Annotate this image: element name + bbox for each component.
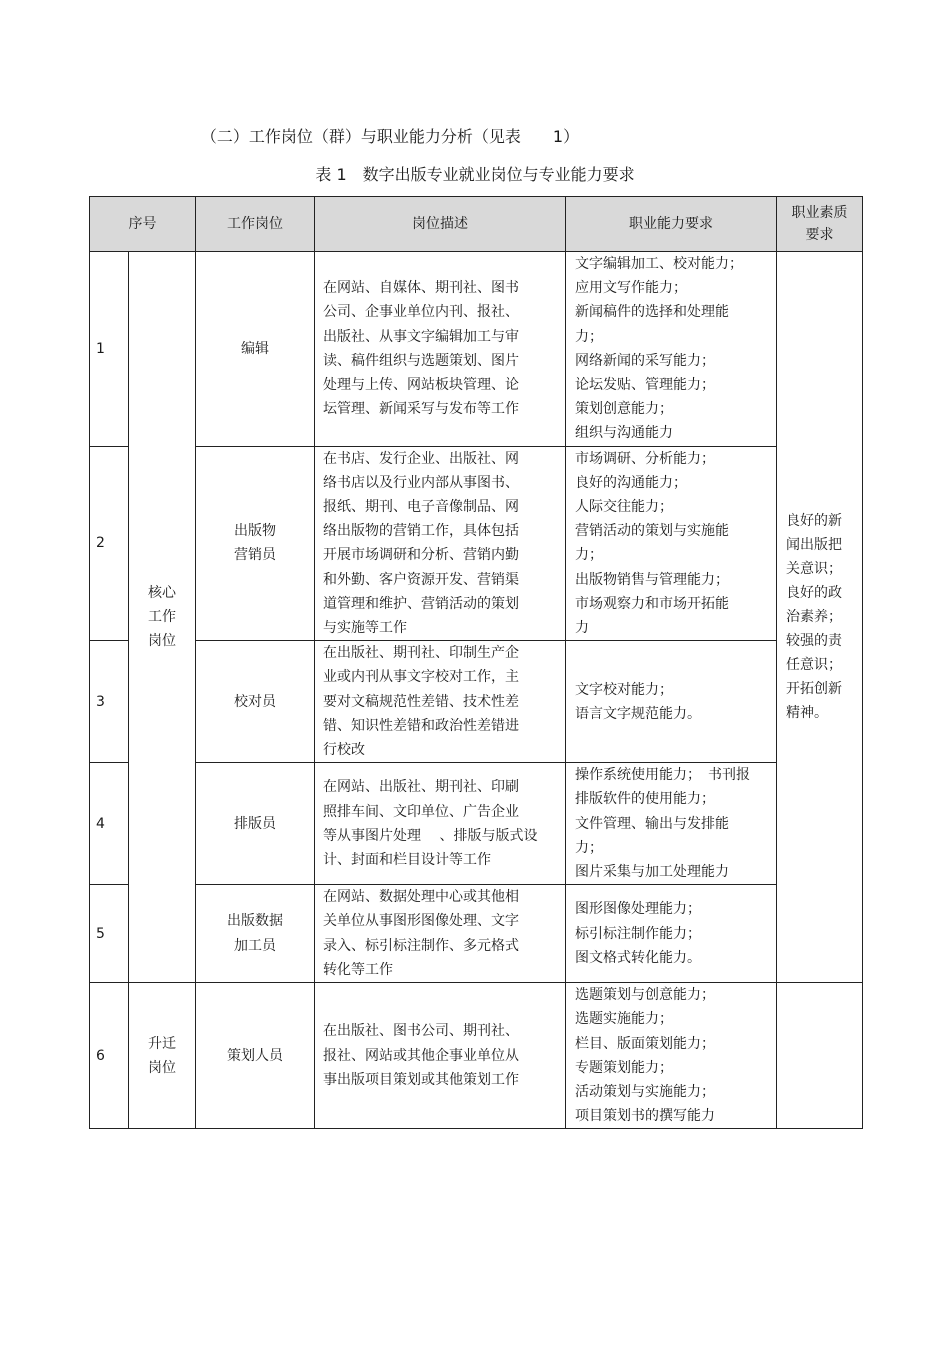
group-promo (129, 983, 196, 1129)
row-number: 6 (90, 983, 129, 1129)
table-row (90, 641, 863, 763)
table-row (90, 983, 863, 1129)
skill-requirements: 文字校对能力； 语言文字规范能力。 (575, 681, 701, 722)
group-core (129, 252, 196, 983)
post-name: 出版物 营销员 (234, 523, 276, 564)
post-name: 排版员 (234, 815, 276, 832)
table-row (90, 446, 863, 641)
group-core-label: 核心 工作 岗位 (148, 584, 176, 650)
skill-cell (566, 983, 777, 1129)
post-name: 策划人员 (227, 1047, 283, 1064)
desc-cell (315, 763, 566, 885)
row-number: 2 (90, 446, 129, 641)
header-quality-text: 职业素质 要求 (791, 205, 848, 243)
post-cell (196, 763, 315, 885)
table-row (90, 885, 863, 983)
skill-cell (566, 252, 777, 447)
post-description: 在书店、发行企业、出版社、网 络书店以及行业内部从事图书、 报纸、期刊、电子音像制品、网 络出版物的营销工作，具体包括 开展市场调研和分析、营销内勤 和外勤、客户资源开发、营销渠 道管理和维护、营销活动的策划 与实施等工作 (323, 450, 519, 637)
post-name: 编辑 (241, 340, 269, 357)
table-row (90, 252, 863, 447)
header-skill: 职业能力要求 (566, 197, 777, 252)
table-caption: 表 1 数字出版专业就业岗位与专业能力要求 (315, 165, 635, 184)
post-description: 在出版社、图书公司、期刊社、 报社、网站或其他企事业单位从 事出版项目策划或其他策划工作 (323, 1023, 519, 1088)
header-quality (777, 197, 863, 252)
post-cell (196, 252, 315, 447)
post-cell (196, 446, 315, 641)
section-heading: （二）工作岗位（群）与职业能力分析（见表 1） (200, 127, 580, 146)
row-number: 4 (90, 763, 129, 885)
post-cell (196, 885, 315, 983)
header-desc: 岗位描述 (315, 197, 566, 252)
post-name: 出版数据 加工员 (227, 913, 283, 954)
skill-cell (566, 763, 777, 885)
post-cell (196, 983, 315, 1129)
post-cell (196, 641, 315, 763)
row-number: 3 (90, 641, 129, 763)
desc-cell (315, 252, 566, 447)
desc-cell (315, 641, 566, 763)
quality-cell-empty (777, 983, 863, 1129)
header-seq: 序号 (90, 197, 196, 252)
skill-requirements: 图形图像处理能力； 标引标注制作能力； 图文格式转化能力。 (575, 901, 701, 966)
desc-cell (315, 446, 566, 641)
quality-requirements: 良好的新 闻出版把 关意识； 良好的政 治素养； 较强的责 任意识； 开拓创新 精神。 (786, 513, 842, 722)
post-description: 在网站、数据处理中心或其他相 关单位从事图形图像处理、文字 录入、标引标注制作、多元格式 转化等工作 (323, 889, 519, 978)
skill-cell (566, 641, 777, 763)
skill-requirements: 选题策划与创意能力； 选题实施能力； 栏目、版面策划能力； 专题策划能力； 活动策划与实施能力； 项目策划书的撰写能力 (575, 987, 715, 1125)
post-description: 在出版社、期刊社、印制生产企 业或内刊从事文字校对工作，主 要对文稿规范性差错、技术性差 错、知识性差错和政治性差错进 行校改 (323, 645, 519, 759)
skill-cell (566, 446, 777, 641)
post-description: 在网站、出版社、期刊社、印刷 照排车间、文印单位、广告企业 等从事图片处理 、排版与版式设 计、封面和栏目设计等工作 (323, 779, 538, 868)
table-header-row (90, 197, 863, 252)
skill-requirements: 文字编辑加工、校对能力； 应用文写作能力； 新闻稿件的选择和处理能 力； 网络新闻的采写能力； 论坛发贴、管理能力； 策划创意能力； 组织与沟通能力 (575, 256, 743, 442)
post-description: 在网站、自媒体、期刊社、图书 公司、企事业单位内刊、报社、 出版社、从事文字编辑加工与审 读、稿件组织与选题策划、图片 处理与上传、网站板块管理、论 坛管理、新闻采写与发布等工作 (323, 280, 519, 418)
table-row (90, 763, 863, 885)
skill-requirements: 市场调研、分析能力； 良好的沟通能力； 人际交往能力； 营销活动的策划与实施能 力； 出版物销售与管理能力； 市场观察力和市场开拓能 力 (575, 450, 729, 637)
group-promo-label: 升迁 岗位 (148, 1035, 176, 1076)
quality-cell (777, 252, 863, 983)
row-number: 1 (90, 252, 129, 447)
job-requirements-table (89, 196, 863, 1129)
header-post: 工作岗位 (196, 197, 315, 252)
desc-cell (315, 983, 566, 1129)
skill-cell (566, 885, 777, 983)
row-number: 5 (90, 885, 129, 983)
skill-requirements: 操作系统使用能力； 书刊报 排版软件的使用能力； 文件管理、输出与发排能 力； 图片采集与加工处理能力 (575, 767, 750, 881)
post-name: 校对员 (234, 693, 276, 710)
desc-cell (315, 885, 566, 983)
